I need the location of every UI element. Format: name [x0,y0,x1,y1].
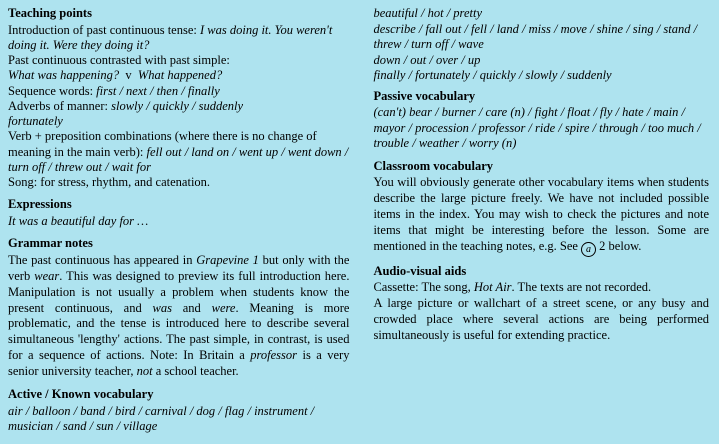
active-vocabulary-section [8,387,349,435]
left-column [8,6,351,440]
teaching-points-section [8,6,349,190]
passive-vocabulary-section [373,89,709,152]
teaching-point-line: Sequence words: first / next / then / finally [8,83,220,98]
song-title: Hot Air [473,280,512,295]
passive-vocabulary-heading: Passive vocabulary [373,88,476,103]
teaching-point-line: Song: for stress, rhythm, and catenation. [8,175,211,190]
vocabulary-line: down / out / over / up [373,52,481,67]
diamond-a-label: a [586,243,592,255]
grammar-notes-heading: Grammar notes [8,236,93,251]
grammar-notes-section [8,236,349,380]
teaching-points-heading: Teaching points [8,6,92,20]
classroom-vocabulary-heading: Classroom vocabulary [373,158,494,173]
audio-visual-aids-paragraph: A large picture or wallchart of a street scene, or any busy and crowded place where several actions are being performed simultaneously is useful for extending practice. [373,296,709,342]
active-vocabulary-heading: Active / Known vocabulary [8,386,154,401]
vocabulary-line: beautiful / hot / pretty [373,6,483,20]
grammar-notes-paragraph: The past continuous has appeared in Grapevine 1 but only with the verb wear. This was designed to preview its full introduction here. Manipulation is not usually a problem when students know the present continuous, and was and were. Meaning is more problematic, and the tense is introduced here to describe several simultaneous 'lengthy' actions. The past simple, in contrast, is used for a sequence of actions. Note: In Britain a professor is a very senior university teacher, not a school teacher. [8,252,350,378]
vocabulary-continued-section [373,6,709,84]
passive-vocabulary-words: (can't) bear / burner / care (n) / fight / float / fly / hate / main / mayor / procession / professor / ride / spire / through / too much / trouble / weather / worry (n) [373,105,701,151]
teaching-point-line: Past continuous contrasted with past simple: [8,53,230,68]
expressions-heading: Expressions [8,197,72,212]
audio-visual-cassette-line [373,280,709,296]
teaching-point-line: Introduction of past continuous tense: I was doing it. You weren't doing it. Were they doing it? [8,22,333,52]
teaching-point-line: Verb + preposition combinations (where there is no change of meaning in the main verb): fell out / land on / went up / went down / turn off / threw out / wait for [8,129,349,174]
classroom-vocabulary-paragraph [373,175,709,257]
classroom-vocabulary-text-pre: You will obviously generate other vocabulary items when students describe the large picture freely. We have not included possible items in the index. You may wish to check the pictures and note items that might be interesting before the lesson. Some are mentioned in the teaching notes, e.g. See [373,175,709,253]
audio-visual-aids-heading: Audio-visual aids [373,263,467,278]
expressions-section [8,197,349,229]
active-vocabulary-words: air / balloon / band / bird / carnival / dog / flag / instrument / musician / sand / sun / village [8,403,315,433]
expressions-text: It was a beautiful day for … [8,214,149,228]
classroom-vocabulary-section [373,159,709,257]
vocabulary-line: finally / fortunately / quickly / slowly / suddenly [373,68,612,82]
teaching-point-line: What was happening? v What happened? [8,68,223,83]
vocabulary-line: describe / fall out / fell / land / miss / move / shine / sing / stand / threw / turn off / wave [373,21,698,51]
teaching-point-line: fortunately [8,114,63,129]
cassette-text-post: . The texts are not recorded. [511,280,652,295]
classroom-vocabulary-text-post: 2 below. [596,238,642,253]
cassette-text-pre: Cassette: The song, [373,280,474,295]
teaching-point-line: Adverbs of manner: slowly / quickly / suddenly [8,98,244,113]
audio-visual-aids-section [373,264,709,344]
right-column [365,6,709,440]
